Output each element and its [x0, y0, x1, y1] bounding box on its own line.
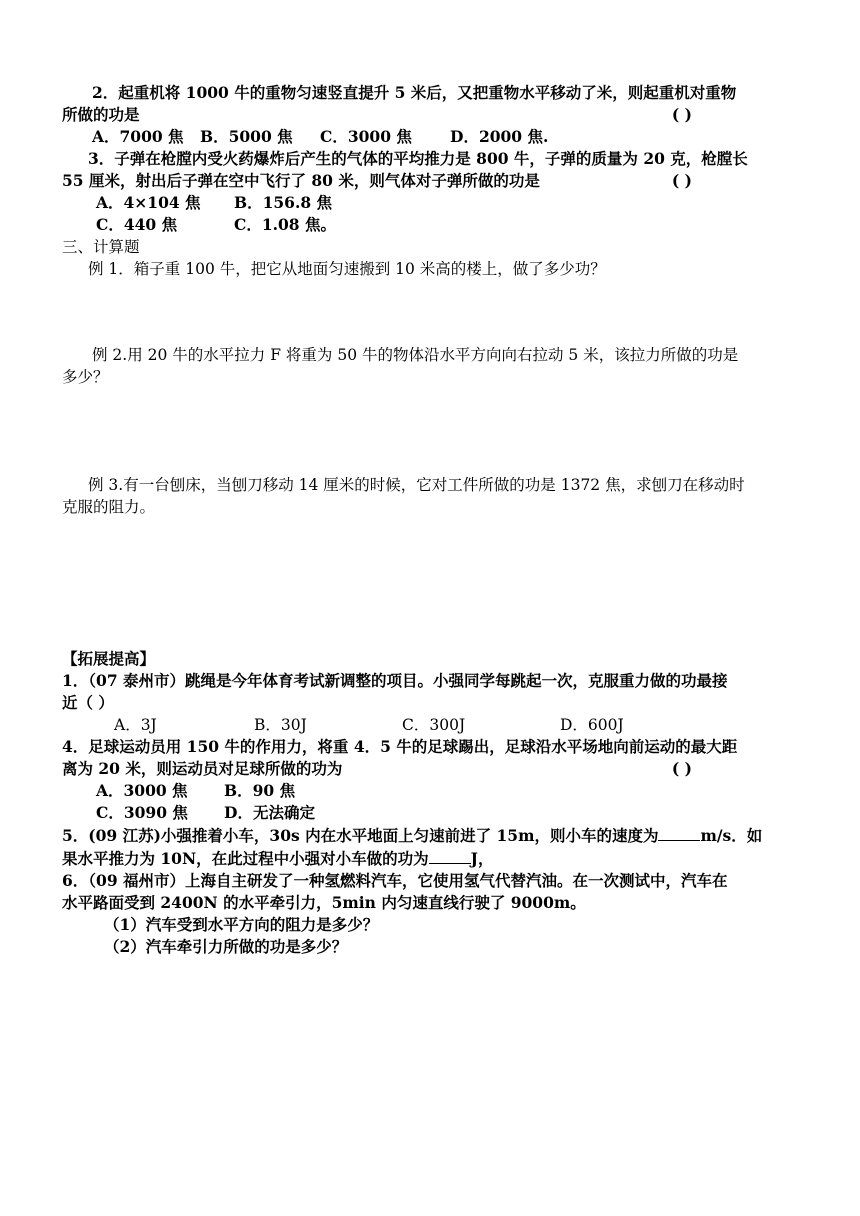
option-c: C．300J [402, 716, 466, 734]
option-a: A．4×104 焦 [96, 193, 201, 212]
option-a: A．3000 焦 [96, 781, 188, 800]
extend-question-6-line2: 水平路面受到 2400N 的水平牵引力，5min 内匀速直线行驶了 9000m。 [62, 893, 586, 912]
question-2 [62, 82, 802, 148]
answer-paren: ( ) [671, 759, 692, 778]
answer-paren: ( ) [671, 105, 692, 124]
option-d: D．600J [560, 716, 624, 734]
option-c: C．3000 焦 [320, 127, 412, 146]
option-b: B．30J [254, 716, 307, 734]
extend-question-5-text: 果水平推力为 10N，在此过程中小强对小车做的功为 [62, 849, 429, 868]
section-title-calculation: 三、计算题 [62, 238, 140, 256]
extend-question-5-line1 [62, 824, 802, 847]
answer-space [62, 518, 802, 648]
extend-question-4-options-row2 [62, 802, 802, 824]
question-2-stem-line2: 所做的功是 [62, 105, 140, 124]
question-2-options [62, 126, 802, 148]
question-3-options-row1 [62, 192, 802, 214]
option-d: D．2000 焦. [450, 127, 549, 146]
extend-question-6-line1: 6．（09 福州市）上海自主研发了一种氢燃料汽车，它使用氢气代替汽油。在一次测试中，汽车在 [62, 871, 728, 890]
answer-paren: ( ) [671, 171, 692, 190]
option-b: B．156.8 焦 [234, 193, 333, 212]
extend-question-6-sub2: （2）汽车牵引力所做的功是多少？ [104, 937, 348, 956]
extend-question-4-line2: 离为 20 米，则运动员对足球所做的功为 [62, 759, 343, 778]
extend-question-5-line2 [62, 847, 802, 870]
example-3-line1: 例 3.有一台刨床，当刨刀移动 14 厘米的时候，它对工件所做的功是 1372 焦，求刨刀在移动时 [88, 476, 745, 494]
question-3 [62, 148, 802, 236]
example-2-line1: 例 2.用 20 牛的水平拉力 F 将重为 50 牛的物体沿水平方向向右拉动 5 米，该拉力所做的功是 [92, 346, 739, 364]
answer-blank-speed[interactable] [658, 824, 700, 841]
option-a: A．7000 焦 [92, 127, 184, 146]
question-3-options-row2 [62, 214, 802, 236]
extend-question-4-line1: 4．足球运动员用 150 牛的作用力，将重 4．5 牛的足球踢出，足球沿水平场地向前运动的最大距 [62, 737, 738, 756]
example-3-line2: 克服的阻力。 [62, 498, 156, 516]
extend-question-6-sub1: （1）汽车受到水平方向的阻力是多少？ [104, 915, 379, 934]
question-3-stem-line1: 3．子弹在枪膛内受火药爆炸后产生的气体的平均推力是 800 牛，子弹的质量为 20 克，枪膛长 [88, 149, 748, 168]
answer-space [62, 280, 802, 344]
answer-blank-work[interactable] [429, 847, 471, 864]
extend-question-1-line2: 近（ ） [62, 693, 114, 712]
extend-section-title: 【拓展提高】 [62, 649, 156, 668]
extend-question-5-unit: J， [470, 849, 494, 868]
extend-question-4-options-row1 [62, 780, 802, 802]
option-c: C．440 焦 [96, 215, 178, 234]
worksheet-page [62, 82, 802, 958]
example-2-line2: 多少？ [62, 368, 109, 386]
option-b: B．90 焦 [224, 781, 296, 800]
option-a: A．3J [114, 716, 157, 734]
extend-question-1-line1: 1．（07 泰州市）跳绳是今年体育考试新调整的项目。小强同学每跳起一次，克服重力做的功最接 [62, 671, 728, 690]
extend-question-5-text: 5．(09 江苏)小强推着小车，30s 内在水平地面上匀速前进了 15m，则小车的速度为 [62, 826, 659, 845]
extend-question-1-options [62, 714, 802, 736]
option-d: D．无法确定 [224, 803, 315, 822]
question-3-stem-line2: 55 厘米，射出后子弹在空中飞行了 80 米，则气体对子弹所做的功是 [62, 171, 540, 190]
extend-question-5-unit: m/s．如 [700, 826, 763, 845]
option-c: C．3090 焦 [96, 803, 188, 822]
example-1: 例 1．箱子重 100 牛，把它从地面匀速搬到 10 米高的楼上，做了多少功？ [88, 260, 606, 278]
option-b: B．5000 焦 [200, 127, 293, 146]
question-2-stem-line1: 2．起重机将 1000 牛的重物匀速竖直提升 5 米后，又把重物水平移动了米，则起重机对重物 [92, 83, 737, 102]
option-c2: C．1.08 焦。 [234, 215, 336, 234]
answer-space [62, 388, 802, 474]
